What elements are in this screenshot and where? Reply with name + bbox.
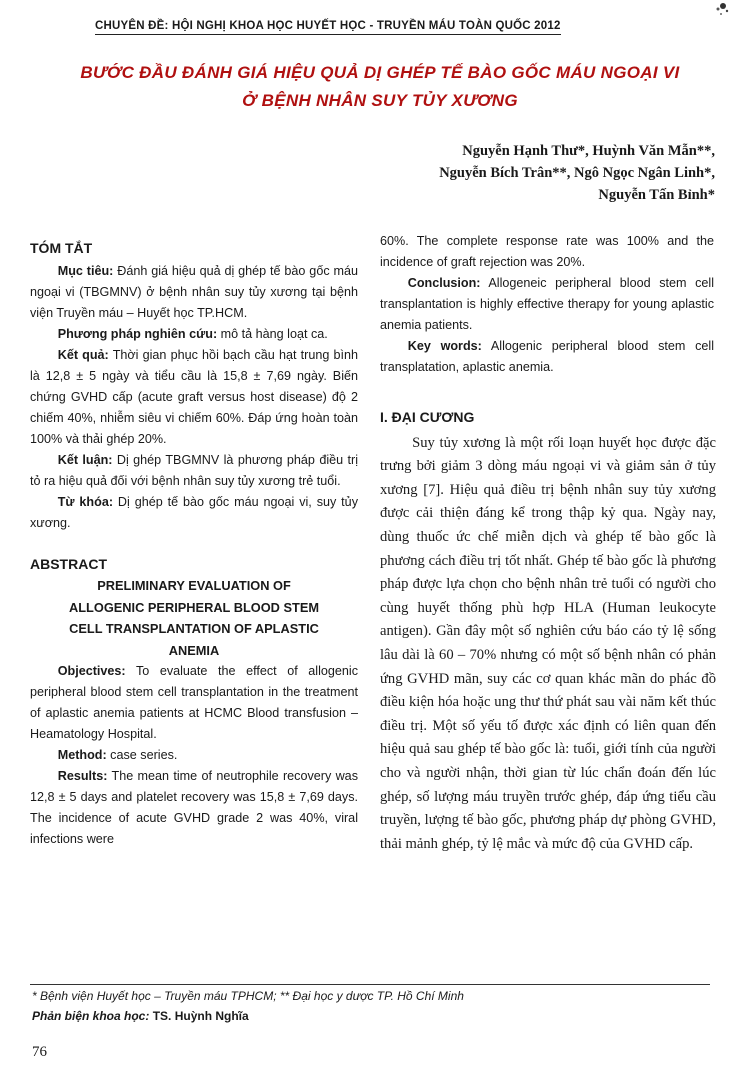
results-text: The mean time of neutrophile recovery was 12,8 ± 5 days and platelet recovery was 15,8 ± 7,69 days. The incidence of acute GVHD grade 2 was 40%, viral infections were	[30, 769, 358, 846]
tu-khoa-paragraph	[30, 492, 358, 534]
dai-cuong-heading: I. ĐẠI CƯƠNG	[380, 409, 475, 425]
article-title-line-1: BƯỚC ĐẦU ĐÁNH GIÁ HIỆU QUẢ DỊ GHÉP TẾ BÀO GỐC MÁU NGOẠI VI	[80, 63, 680, 82]
dai-cuong-section	[380, 406, 716, 856]
author-line: Nguyễn Bích Trân**, Ngô Ngọc Ngân Linh*,	[439, 165, 715, 181]
reviewer-label: Phản biện khoa học:	[32, 1009, 150, 1023]
author-list	[439, 140, 715, 206]
ket-qua-paragraph	[30, 345, 358, 450]
ket-qua-label: Kết quả:	[57, 348, 109, 362]
footnote-divider	[30, 984, 710, 985]
phuong-phap-paragraph	[30, 324, 358, 345]
ket-qua-text: Thời gian phục hồi bạch cầu hạt trung bình là 12,8 ± 5 ngày và tiểu cầu là 15,8 ± 7,69 ngày. Biến chứng GVHD cấp (acute graft versus host disease) độ 2 chiếm 40%, nhiễm siêu vi chiếm 60%. Đáp ứng hoàn toàn 100% và thải ghép 20%.	[30, 348, 359, 446]
right-column-abstract	[380, 231, 714, 378]
footnote-affiliations: * Bệnh viện Huyết học – Truyền máu TPHCM; ** Đại học y dược TP. Hồ Chí Minh	[32, 989, 464, 1003]
method-text: case series.	[106, 748, 178, 762]
abstract-heading: ABSTRACT	[30, 556, 107, 572]
muc-tieu-paragraph	[30, 261, 358, 324]
muc-tieu-text: Đánh giá hiệu quả dị ghép tế bào gốc máu ngoại vi (TBGMNV) ở bệnh nhân suy tủy xương tại bệnh viện Truyền máu – Huyết học TP.HCM.	[30, 264, 358, 320]
running-header: CHUYÊN ĐỀ: HỘI NGHỊ KHOA HỌC HUYẾT HỌC - TRUYỀN MÁU TOÀN QUỐC 2012	[95, 20, 561, 35]
ket-luan-label: Kết luận:	[57, 453, 113, 467]
results-label: Results:	[57, 769, 108, 783]
dai-cuong-paragraph: Suy tủy xương là một rối loạn huyết học được đặc trưng bởi giảm 3 dòng máu ngoại vi và giảm sản ở tủy xương [7]. Hiệu quả điều trị bệnh nhân suy tủy xương được cải thiện đáng kể trong thập kỷ qua. Ngày nay, dùng thuốc ức chế miễn dịch và ghép tế bào gốc là phương cách điều trị tốt nhất. Ghép tế bào gốc là phương pháp được lựa chọn cho bệnh nhân trẻ tuổi có người cho cùng huyết thống phù hợp HLA (Human leukocyte antigen). Gần đây một số nghiên cứu báo cáo tỷ lệ sống lâu dài là 60 – 70% nhưng có một số bệnh nhân có phản ứng GVHD mãn, suy các cơ quan khác mãn do phác đồ điều kiện hóa hoặc ung thư thứ phát sau vài năm kết thúc điều trị. Một số yếu tố được xác định có liên quan đến hiệu quả sau ghép tế bào gốc là: tuổi, giới tính của người cho và người nhận, thời gian từ lúc chẩn đoán đến lúc ghép, số lượng máu truyền trước ghép, đáp ứng tiểu cầu truyền, lượng tế bào gốc, phương pháp dự phòng GVHD, thải mảnh ghép, tỷ lệ mắc và mức độ của GVHD cấp.	[380, 434, 716, 852]
results-continued: 60%. The complete response rate was 100% and the incidence of graft rejection was 20%.	[380, 234, 714, 269]
objectives-text: To evaluate the effect of allogenic peripheral blood stem cell transplantation in the treatment of aplastic anemia patients at HCMC Blood transfusion – Heamatology Hospital.	[30, 664, 358, 741]
author-line: Nguyễn Hạnh Thư*, Huỳnh Văn Mẫn**,	[462, 143, 715, 159]
objectives-paragraph	[30, 661, 358, 745]
abstract-title-line: PRELIMINARY EVALUATION OF	[97, 578, 291, 593]
phuong-phap-label: Phương pháp nghiên cứu:	[57, 327, 218, 341]
keywords-text: Allogenic peripheral blood stem cell transplatation, aplastic anemia.	[380, 339, 714, 374]
tom-tat-heading: TÓM TẮT	[30, 240, 93, 256]
conclusion-text: Allogeneic peripheral blood stem cell transplantation is highly effective therapy for young aplastic anemia patients.	[380, 276, 714, 332]
results-paragraph	[30, 766, 358, 850]
objectives-label: Objectives:	[57, 664, 126, 678]
phuong-phap-text: mô tả hàng loạt ca.	[217, 327, 328, 341]
conclusion-paragraph	[380, 273, 714, 336]
method-paragraph	[30, 745, 358, 766]
footnote-reviewer	[32, 1009, 249, 1023]
abstract-title-line: ANEMIA	[168, 642, 220, 658]
keywords-paragraph	[380, 336, 714, 378]
abstract-title-line: CELL TRANSPLANTATION OF APLASTIC	[69, 621, 319, 636]
tu-khoa-label: Từ khóa:	[57, 495, 114, 509]
method-label: Method:	[57, 748, 107, 762]
conclusion-label: Conclusion:	[407, 276, 481, 290]
muc-tieu-label: Mục tiêu:	[57, 264, 114, 278]
page-number: 76	[32, 1044, 47, 1060]
reviewer-name: TS. Huỳnh Nghĩa	[149, 1009, 249, 1023]
article-title-line-2: Ở BỆNH NHÂN SUY TỦY XƯƠNG	[242, 91, 518, 110]
abstract-title	[30, 575, 358, 661]
ket-luan-paragraph	[30, 450, 358, 492]
ket-luan-text: Dị ghép TBGMNV là phương pháp điều trị tỏ ra hiệu quả đối với bệnh nhân suy tủy xương trẻ tuổi.	[30, 453, 359, 488]
left-column	[30, 238, 358, 850]
corner-speck	[709, 2, 731, 20]
tu-khoa-text: Dị ghép tế bào gốc máu ngoại vi, suy tủy xương.	[30, 495, 358, 530]
abstract-title-line: ALLOGENIC PERIPHERAL BLOOD STEM	[68, 599, 320, 615]
keywords-label: Key words:	[407, 339, 482, 353]
author-line: Nguyễn Tấn Bỉnh*	[598, 187, 715, 203]
